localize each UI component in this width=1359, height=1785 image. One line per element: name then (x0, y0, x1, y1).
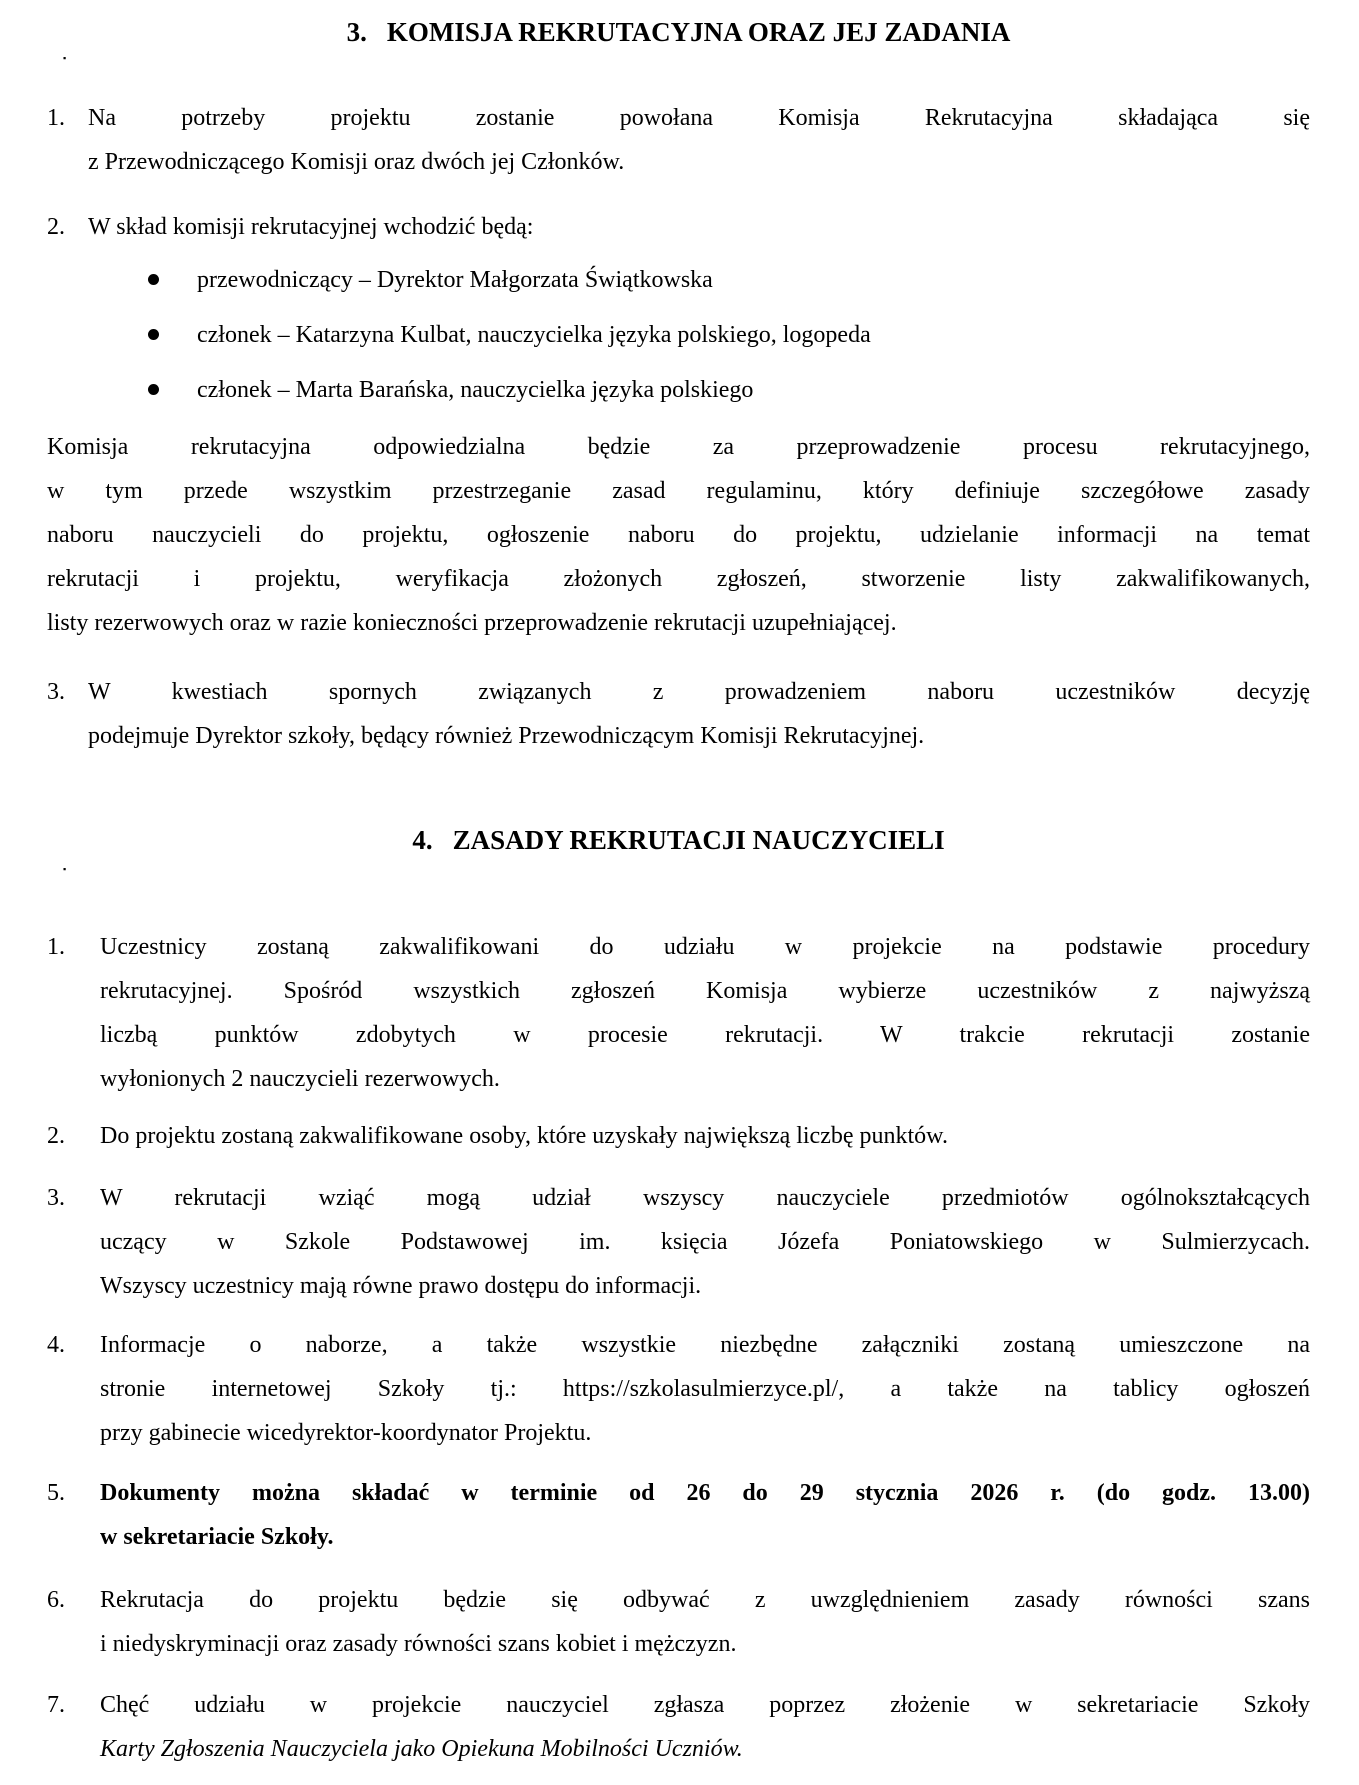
bullet-icon (148, 329, 159, 340)
text-line: Uczestnicy zostaną zakwalifikowani do udziału w projekcie na podstawie procedury (100, 934, 1310, 960)
list-item-s3-1 (47, 96, 1310, 184)
text-line: podejmuje Dyrektor szkoły, będący również Przewodniczącym Komisji Rekrutacyjnej. (88, 723, 925, 749)
text-line: naboru nauczycieli do projektu, ogłoszenie naboru do projektu, udzielanie informacji na temat (47, 522, 1310, 548)
bullet-text: przewodniczący – Dyrektor Małgorzata Świątkowska (197, 267, 713, 293)
bullet-item (47, 313, 1310, 357)
section-4-heading-number: 4. (412, 825, 433, 855)
text-line: rekrutacji i projektu, weryfikacja złożonych zgłoszeń, stworzenie listy zakwalifikowanych, (47, 566, 1310, 592)
text-line-bold: Dokumenty można składać w terminie od 26 do 29 stycznia 2026 r. (do godz. 13.00) (100, 1480, 1310, 1506)
text-line-italic: Karty Zgłoszenia Nauczyciela jako Opiekuna Mobilności Uczniów. (100, 1736, 743, 1762)
list-number: 4. (47, 1332, 65, 1358)
list-number: 2. (47, 1123, 65, 1149)
text-line: rekrutacyjnej. Spośród wszystkich zgłoszeń Komisja wybierze uczestników z najwyższą (100, 978, 1310, 1004)
list-number: 3. (47, 1185, 65, 1211)
list-item-s4-7 (47, 1683, 1310, 1771)
list-item-s4-4 (47, 1323, 1310, 1455)
text-line: liczbą punktów zdobytych w procesie rekrutacji. W trakcie rekrutacji zostanie (100, 1022, 1310, 1048)
bullet-icon (148, 384, 159, 395)
text-line: Komisja rekrutacyjna odpowiedzialna będzie za przeprowadzenie procesu rekrutacyjnego, (47, 434, 1310, 460)
list-item-s4-5 (47, 1471, 1310, 1559)
text-line: z Przewodniczącego Komisji oraz dwóch jej Członków. (88, 149, 625, 175)
bullet-item (47, 258, 1310, 302)
text-line: Informacje o naborze, a także wszystkie niezbędne załączniki zostaną umieszczone na (100, 1332, 1310, 1358)
bullet-text: członek – Katarzyna Kulbat, nauczycielka języka polskiego, logopeda (197, 322, 871, 348)
section-3-heading-number: 3. (346, 17, 367, 47)
list-number: 5. (47, 1480, 65, 1506)
text-line: Do projektu zostaną zakwalifikowane osoby, które uzyskały największą liczbę punktów. (100, 1123, 948, 1149)
list-number: 2. (47, 214, 65, 240)
text-line: przy gabinecie wicedyrektor-koordynator Projektu. (100, 1420, 592, 1446)
text-line-with-url: stronie internetowej Szkoły tj.: https://szkolasulmierzyce.pl/, a także na tablicy ogłoszeń (100, 1376, 1310, 1402)
text-line: W kwestiach spornych związanych z prowadzeniem naboru uczestników decyzję (88, 679, 1310, 705)
bullet-item (47, 368, 1310, 412)
list-item-s4-1 (47, 925, 1310, 1101)
text-line: w tym przede wszystkim przestrzeganie zasad regulaminu, który definiuje szczegółowe zasady (47, 478, 1310, 504)
list-item-s4-6 (47, 1578, 1310, 1666)
text-line: i niedyskryminacji oraz zasady równości szans kobiet i mężczyzn. (100, 1631, 737, 1657)
text-line: uczący w Szkole Podstawowej im. księcia Józefa Poniatowskiego w Sulmierzycach. (100, 1229, 1310, 1255)
text-line: Na potrzeby projektu zostanie powołana Komisja Rekrutacyjna składająca się (88, 105, 1310, 131)
list-number: 3. (47, 679, 65, 705)
bullet-text: członek – Marta Barańska, nauczycielka języka polskiego (197, 377, 754, 403)
bullet-icon (148, 274, 159, 285)
list-number: 7. (47, 1692, 65, 1718)
text-line: Rekrutacja do projektu będzie się odbywać z uwzględnieniem zasady równości szans (100, 1587, 1310, 1613)
text-line: wyłonionych 2 nauczycieli rezerwowych. (100, 1066, 500, 1092)
text-line: W rekrutacji wziąć mogą udział wszyscy nauczyciele przedmiotów ogólnokształcących (100, 1185, 1310, 1211)
stray-mark-icon: ▪ (63, 53, 67, 63)
section-4-heading-title: ZASADY REKRUTACJI NAUCZYCIELI (452, 825, 945, 855)
list-number: 6. (47, 1587, 65, 1613)
list-number: 1. (47, 105, 65, 131)
list-item-s3-2 (47, 205, 1310, 249)
list-item-s3-3 (47, 670, 1310, 758)
list-number: 1. (47, 934, 65, 960)
text-line: W skład komisji rekrutacyjnej wchodzić będą: (88, 214, 534, 240)
section-4-heading (47, 822, 1310, 858)
text-line: listy rezerwowych oraz w razie konieczności przeprowadzenie rekrutacji uzupełniającej. (47, 610, 897, 636)
text-line: Wszyscy uczestnicy mają równe prawo dostępu do informacji. (100, 1273, 702, 1299)
body-paragraph (47, 425, 1310, 645)
list-item-s4-2 (47, 1114, 1310, 1158)
text-line-bold: w sekretariacie Szkoły. (100, 1524, 334, 1550)
text-line: Chęć udziału w projekcie nauczyciel zgłasza poprzez złożenie w sekretariacie Szkoły (100, 1692, 1310, 1718)
section-3-heading (47, 14, 1310, 50)
list-item-s4-3 (47, 1176, 1310, 1308)
stray-mark-icon: ▪ (63, 864, 67, 874)
section-3-heading-title: KOMISJA REKRUTACYJNA ORAZ JEJ ZADANIA (386, 17, 1011, 47)
